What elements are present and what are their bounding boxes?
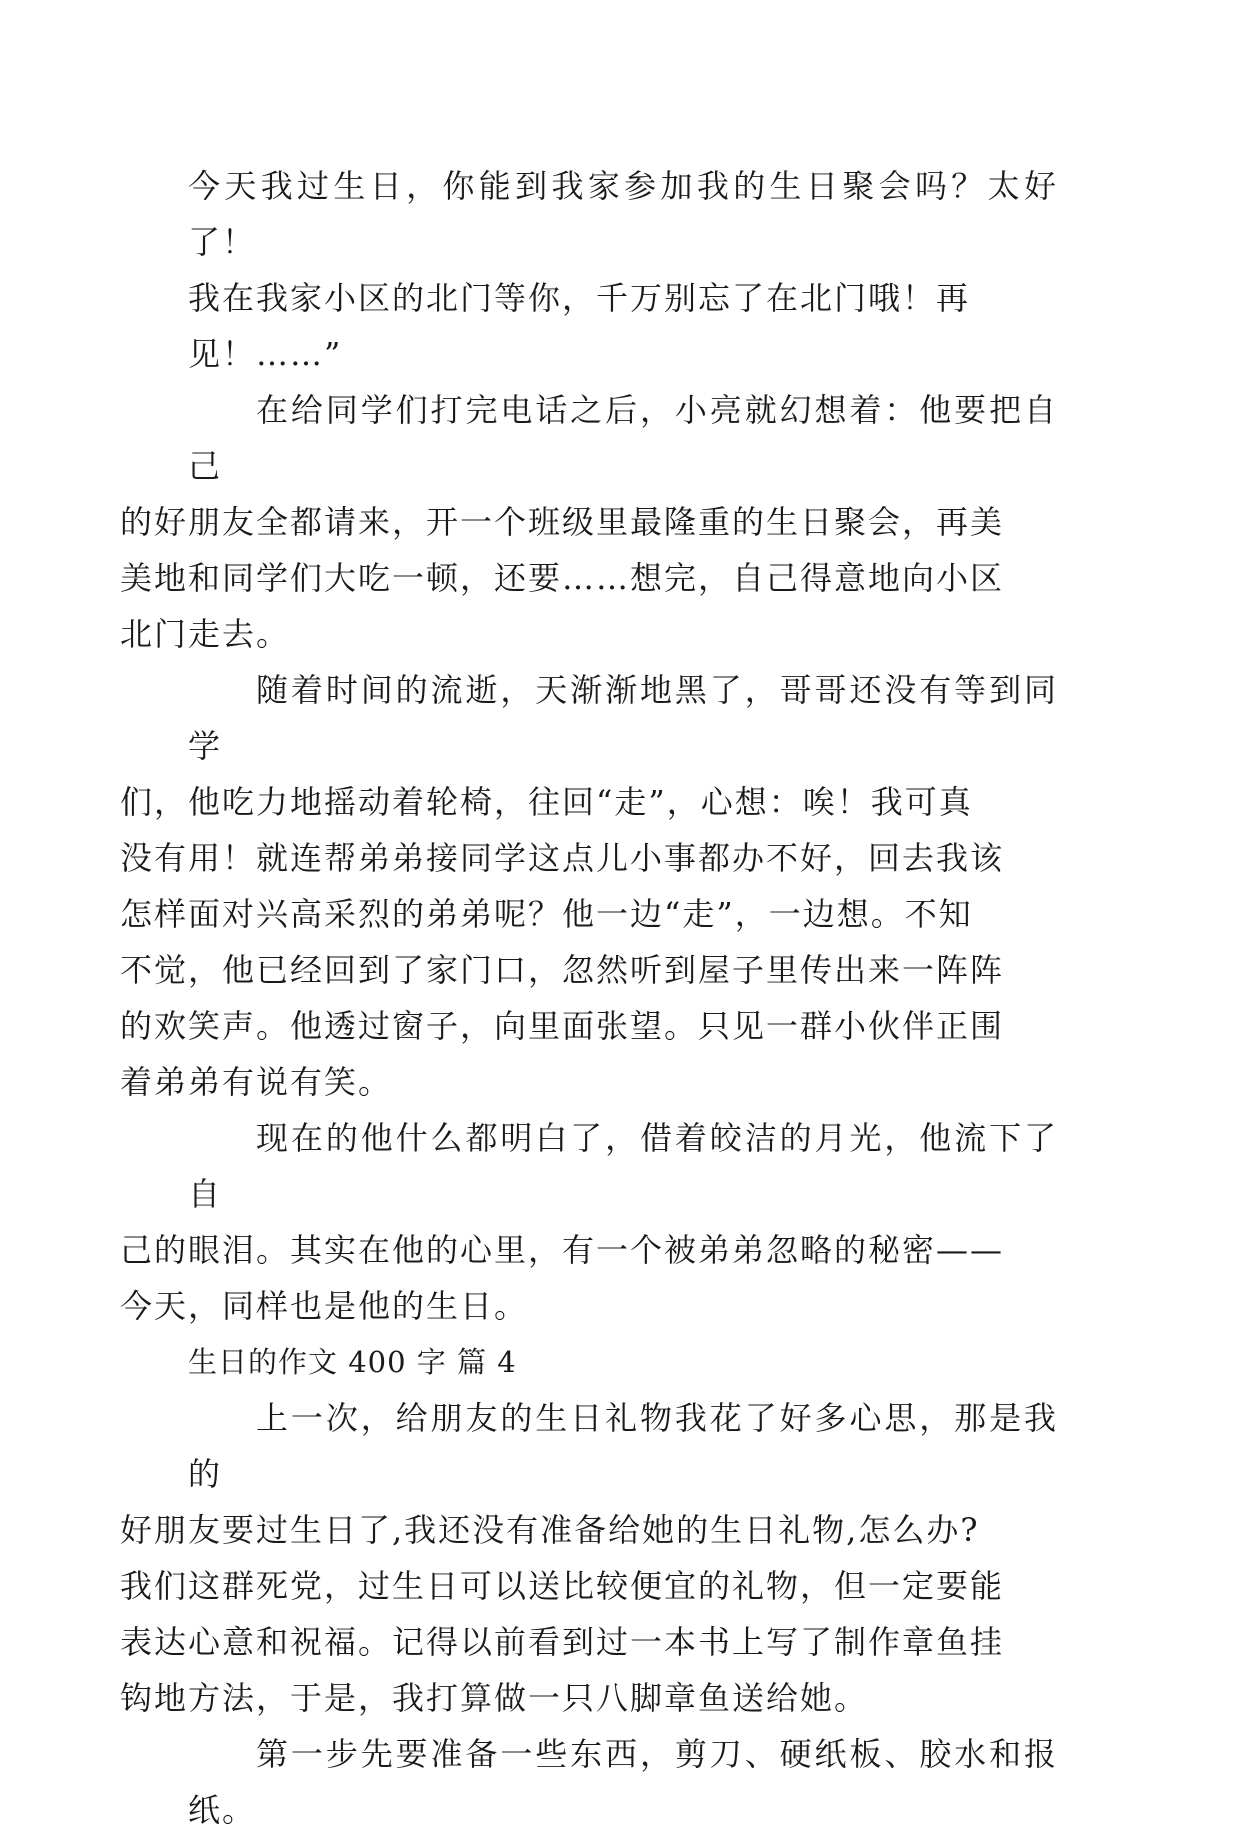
text-line: 的好朋友全都请来，开一个班级里最隆重的生日聚会，再美	[120, 503, 1005, 541]
text-line: 我们这群死党，过生日可以送比较便宜的礼物，但一定要能	[120, 1567, 1005, 1605]
document-body	[120, 158, 1058, 1838]
text-line: 没有用！就连帮弟弟接同学这点儿小事都办不好，回去我该	[120, 839, 1005, 877]
text-line: 今天，同样也是他的生日。	[120, 1287, 529, 1325]
paragraph	[120, 382, 1058, 662]
text-line: 现在的他什么都明白了，借着皎洁的月光，他流下了自	[188, 1119, 1058, 1213]
text-line: 己的眼泪。其实在他的心里，有一个被弟弟忽略的秘密——	[120, 1231, 1005, 1269]
text-line: 我在我家小区的北门等你，千万别忘了在北门哦！再	[188, 279, 971, 317]
text-line: 上一次，给朋友的生日礼物我花了好多心思，那是我的	[188, 1399, 1058, 1493]
text-line: 的欢笑声。他透过窗子，向里面张望。只见一群小伙伴正围	[120, 1007, 1005, 1045]
paragraph	[188, 158, 1058, 382]
text-line: 见！……”	[188, 335, 343, 373]
text-line: 着弟弟有说有笑。	[120, 1063, 393, 1101]
text-line: 钩地方法，于是，我打算做一只八脚章鱼送给她。	[120, 1679, 869, 1717]
paragraph	[120, 662, 1058, 1110]
text-line: 今天我过生日，你能到我家参加我的生日聚会吗？太好了！	[188, 167, 1058, 261]
text-line: 们，他吃力地摇动着轮椅，往回“走”，心想：唉！我可真	[120, 783, 973, 821]
text-line: 表达心意和祝福。记得以前看到过一本书上写了制作章鱼挂	[120, 1623, 1005, 1661]
text-line: 不觉，他已经回到了家门口，忽然听到屋子里传出来一阵阵	[120, 951, 1005, 989]
text-line: 美地和同学们大吃一顿，还要……想完，自己得意地向小区	[120, 559, 1005, 597]
text-line: 在给同学们打完电话之后，小亮就幻想着：他要把自己	[188, 391, 1058, 485]
paragraph	[120, 1390, 1058, 1726]
section-heading: 生日的作文 400 字 篇 4	[188, 1345, 517, 1379]
text-line: 北门走去。	[120, 615, 291, 653]
paragraph	[188, 1726, 1058, 1838]
text-line: 第一步先要准备一些东西，剪刀、硬纸板、胶水和报纸。	[188, 1735, 1058, 1829]
text-line: 好朋友要过生日了,我还没有准备给她的生日礼物,怎么办?	[120, 1511, 980, 1549]
text-line: 随着时间的流逝，天渐渐地黑了，哥哥还没有等到同学	[188, 671, 1058, 765]
paragraph	[120, 1110, 1058, 1334]
text-line: 怎样面对兴高采烈的弟弟呢？他一边“走”，一边想。不知	[120, 895, 973, 933]
